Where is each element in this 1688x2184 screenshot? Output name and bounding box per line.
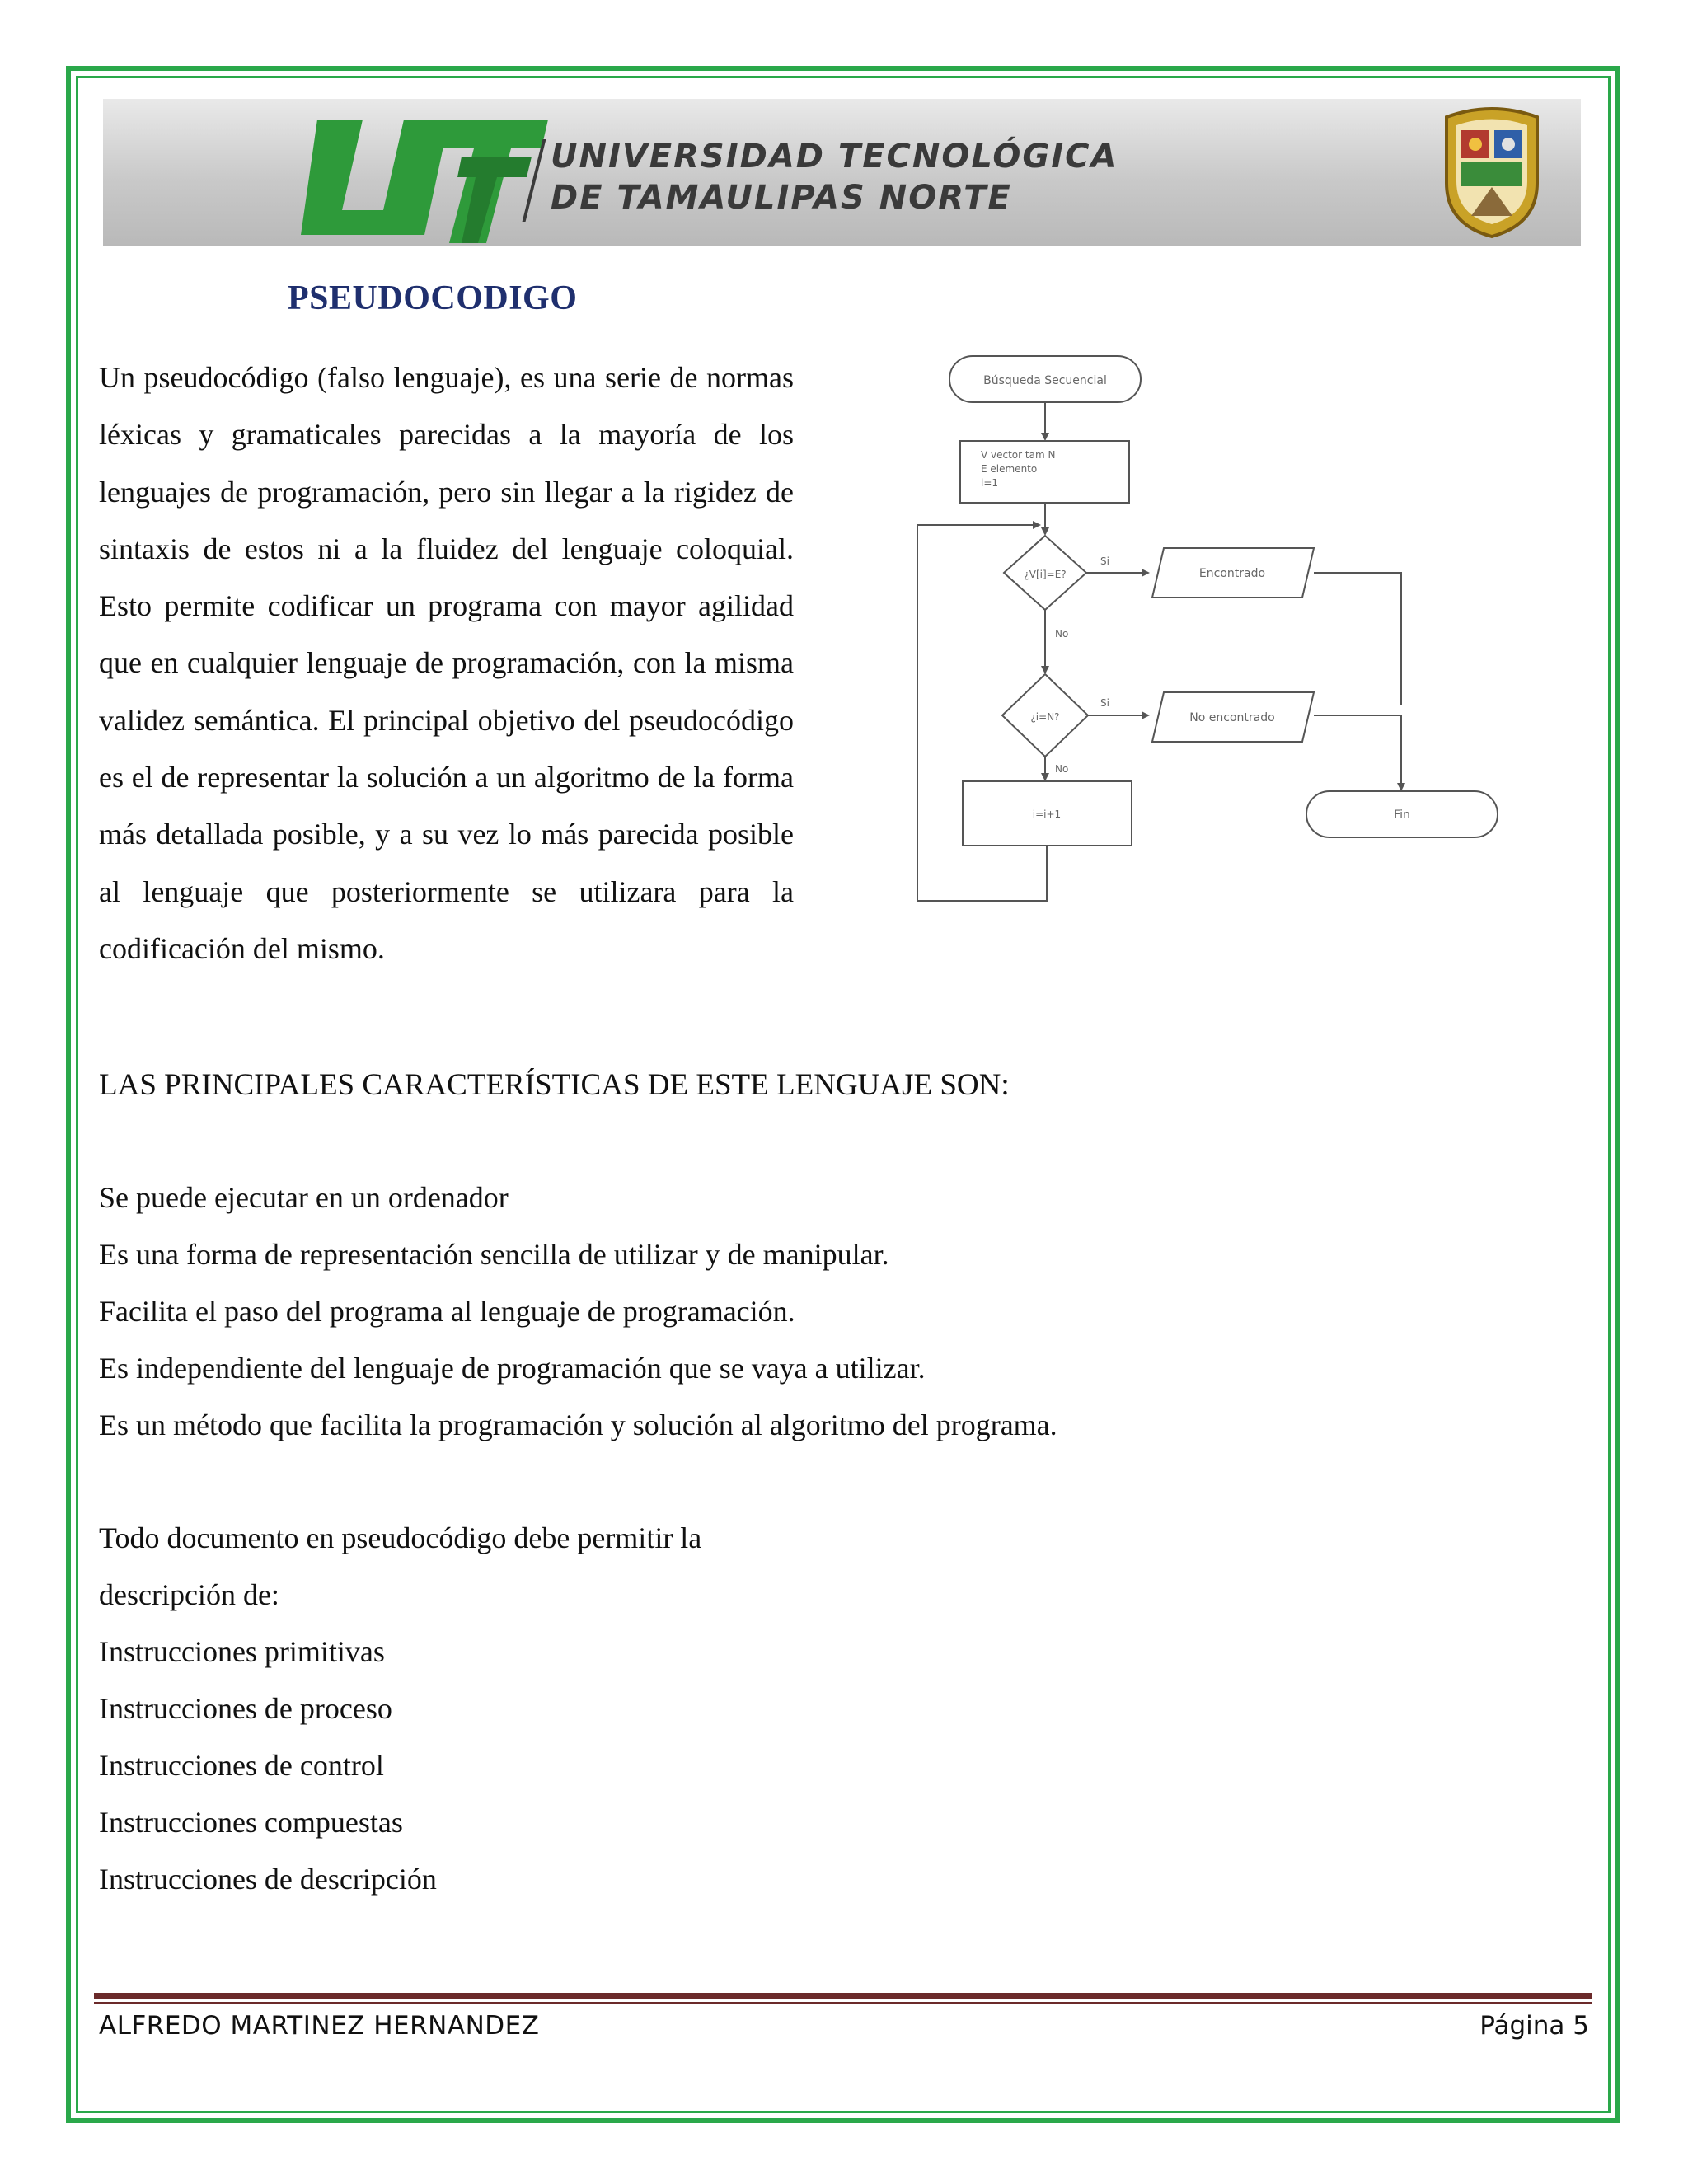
- page-title: PSEUDOCODIGO: [288, 279, 578, 317]
- list-item: Instrucciones de control: [99, 1749, 384, 1782]
- flow-not-found-label: No encontrado: [1189, 711, 1275, 724]
- flow-increment-label: i=i+1: [1032, 808, 1062, 820]
- list-item: Instrucciones de descripción: [99, 1863, 437, 1896]
- list-item: Es un método que facilita la programación y solución al algoritmo del programa.: [99, 1408, 1057, 1441]
- flow-decision-2-label: ¿i=N?: [1030, 711, 1060, 723]
- description-intro-line-1: Todo documento en pseudocódigo debe permitir la: [99, 1521, 702, 1554]
- flow-no-2: No: [1055, 763, 1069, 775]
- university-name: [551, 136, 1118, 218]
- flow-init-line-1: V vector tam N: [981, 449, 1056, 461]
- flow-no-1: No: [1055, 628, 1069, 640]
- list-item: Instrucciones de proceso: [99, 1692, 392, 1725]
- sequential-search-flowchart: [915, 350, 1508, 919]
- flow-init-line-3: i=1: [981, 477, 999, 489]
- list-item: Se puede ejecutar en un ordenador: [99, 1181, 509, 1214]
- intro-paragraph: Un pseudocódigo (falso lenguaje), es una serie de normas léxicas y gramaticales parecidas a la mayoría de los lenguajes de programación, pero sin llegar a la rigidez de sintaxis de estos ni a la fluidez del lenguaje coloquial. Esto permite codificar un programa con mayor agilidad que en cualquier lenguaje de programación, con la misma validez semántica. El principal objetivo del pseudocódigo es el de representar la solución a un algoritmo de la forma más detallada posible, y a su vez lo más parecida posible al lenguaje que posteriormente se utilizara para la codificación del mismo.: [99, 361, 794, 965]
- flow-start-label: Búsqueda Secuencial: [983, 374, 1107, 387]
- list-item: Instrucciones primitivas: [99, 1635, 385, 1668]
- footer-rule-thin: [94, 2002, 1592, 2004]
- flow-init-line-2: E elemento: [981, 463, 1038, 475]
- utt-logo: [284, 111, 548, 243]
- characteristics-list: [99, 1169, 1057, 1454]
- list-item: Es una forma de representación sencilla de utilizar y de manipular.: [99, 1238, 889, 1271]
- footer-page-number: Página 5: [1479, 2011, 1589, 2041]
- instructions-section: [99, 1510, 701, 1908]
- characteristics-heading: LAS PRINCIPALES CARACTERÍSTICAS DE ESTE LENGUAJE SON:: [99, 1068, 1010, 1102]
- flow-yes-2: Si: [1100, 697, 1109, 709]
- description-intro-line-2: descripción de:: [99, 1578, 279, 1611]
- university-line-1: UNIVERSIDAD TECNOLÓGICA: [551, 138, 1118, 176]
- university-line-2: DE TAMAULIPAS NORTE: [551, 179, 1012, 217]
- list-item: Es independiente del lenguaje de programación que se vaya a utilizar.: [99, 1352, 926, 1385]
- footer-rule-thick: [94, 1993, 1592, 1999]
- flow-found-label: Encontrado: [1198, 567, 1266, 580]
- list-item: Instrucciones compuestas: [99, 1806, 403, 1839]
- flow-yes-1: Si: [1100, 555, 1109, 567]
- list-item: Facilita el paso del programa al lenguaje de programación.: [99, 1295, 795, 1328]
- footer-author: ALFREDO MARTINEZ HERNANDEZ: [99, 2011, 540, 2041]
- flow-end-label: Fin: [1394, 808, 1410, 822]
- flow-decision-1-label: ¿V[i]=E?: [1024, 569, 1067, 580]
- tamaulipas-seal: [1438, 101, 1545, 241]
